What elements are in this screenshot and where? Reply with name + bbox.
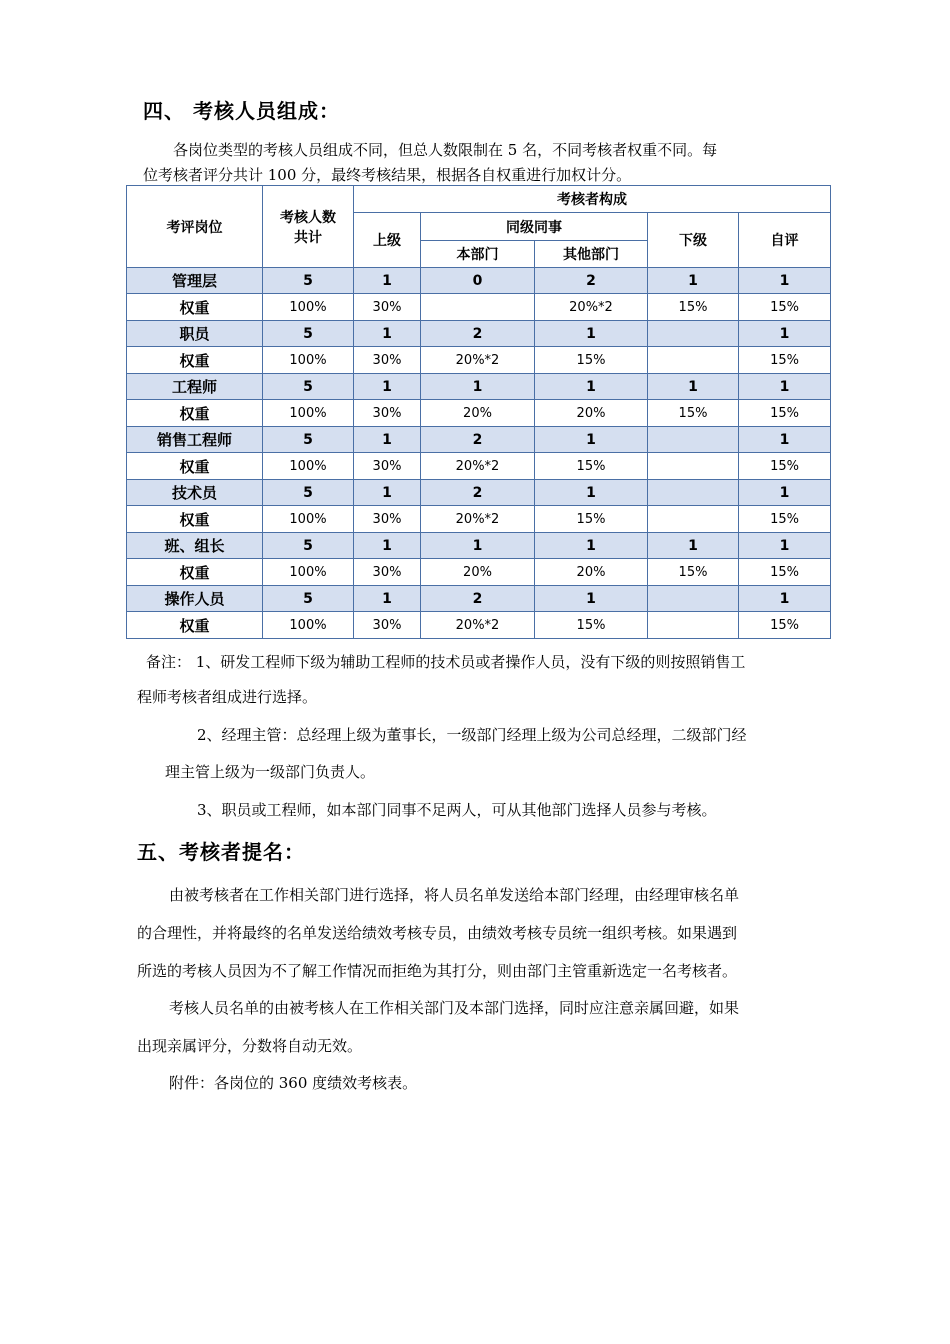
cell-subordinate	[648, 453, 739, 480]
cell-other-dept: 15%	[535, 612, 648, 639]
row-name: 权重	[127, 506, 263, 533]
cell-same-dept	[421, 294, 535, 321]
cell-same-dept: 20%	[421, 400, 535, 427]
cell-total: 100%	[263, 506, 354, 533]
cell-total: 100%	[263, 347, 354, 374]
cell-subordinate: 1	[648, 533, 739, 559]
cell-subordinate	[648, 321, 739, 347]
cell-total: 100%	[263, 559, 354, 586]
note3: 3、职员或工程师，如本部门同事不足两人，可从其他部门选择人员参与考核。	[197, 801, 717, 819]
cell-total: 100%	[263, 400, 354, 427]
row-name: 管理层	[127, 268, 263, 294]
note1-line1: 备注： 1、研发工程师下级为辅助工程师的技术员或者操作人员，没有下级的则按照销售工	[146, 653, 746, 671]
cell-same-dept: 20%*2	[421, 347, 535, 374]
cell-other-dept: 20%*2	[535, 294, 648, 321]
section5-p1-line2: 的合理性，并将最终的名单发送给绩效考核专员，由绩效考核专员统一组织考核。如果遇到	[137, 924, 738, 942]
cell-same-dept: 1	[421, 533, 535, 559]
header-total-line2: 共计	[294, 229, 322, 246]
table-row	[127, 612, 831, 639]
cell-self: 15%	[739, 294, 831, 321]
cell-same-dept: 20%*2	[421, 453, 535, 480]
cell-other-dept: 1	[535, 374, 648, 400]
cell-same-dept: 2	[421, 480, 535, 506]
header-subordinate: 下级	[648, 213, 739, 268]
cell-other-dept: 1	[535, 427, 648, 453]
row-name: 权重	[127, 294, 263, 321]
cell-subordinate: 15%	[648, 400, 739, 427]
cell-self: 1	[739, 321, 831, 347]
cell-other-dept: 1	[535, 480, 648, 506]
section5-title: 五、考核者提名：	[137, 840, 305, 864]
header-other-dept: 其他部门	[535, 241, 648, 268]
section5-p1-line1: 由被考核者在工作相关部门进行选择，将人员名单发送给本部门经理，由经理审核名单	[169, 886, 740, 904]
cell-other-dept: 15%	[535, 347, 648, 374]
cell-same-dept: 2	[421, 427, 535, 453]
cell-self: 1	[739, 533, 831, 559]
cell-total: 100%	[263, 453, 354, 480]
cell-superior: 30%	[354, 559, 421, 586]
header-self: 自评	[739, 213, 831, 268]
table-row	[127, 321, 831, 347]
cell-total: 5	[263, 374, 354, 400]
cell-superior: 30%	[354, 347, 421, 374]
cell-subordinate	[648, 612, 739, 639]
row-name: 班、组长	[127, 533, 263, 559]
cell-total: 5	[263, 268, 354, 294]
cell-subordinate	[648, 427, 739, 453]
cell-self: 1	[739, 268, 831, 294]
cell-self: 15%	[739, 506, 831, 533]
note2-line1: 2、经理主管：总经理上级为董事长，一级部门经理上级为公司总经理，二级部门经	[197, 726, 747, 744]
cell-other-dept: 15%	[535, 453, 648, 480]
cell-subordinate: 15%	[648, 294, 739, 321]
note1-line2: 程师考核者组成进行选择。	[137, 688, 318, 706]
row-name: 权重	[127, 347, 263, 374]
table-row	[127, 374, 831, 400]
table-row	[127, 347, 831, 374]
header-position: 考评岗位	[127, 186, 263, 268]
cell-subordinate	[648, 347, 739, 374]
cell-subordinate	[648, 586, 739, 612]
cell-superior: 1	[354, 586, 421, 612]
cell-self: 1	[739, 374, 831, 400]
cell-other-dept: 1	[535, 533, 648, 559]
cell-other-dept: 1	[535, 586, 648, 612]
cell-self: 15%	[739, 559, 831, 586]
note2-line2: 理主管上级为一级部门负责人。	[165, 763, 376, 781]
cell-total: 5	[263, 586, 354, 612]
cell-same-dept: 2	[421, 321, 535, 347]
table-row	[127, 294, 831, 321]
cell-superior: 1	[354, 480, 421, 506]
cell-other-dept: 15%	[535, 506, 648, 533]
cell-other-dept: 2	[535, 268, 648, 294]
cell-total: 5	[263, 533, 354, 559]
cell-total: 5	[263, 321, 354, 347]
cell-superior: 30%	[354, 506, 421, 533]
cell-self: 15%	[739, 453, 831, 480]
cell-same-dept: 20%	[421, 559, 535, 586]
cell-other-dept: 1	[535, 321, 648, 347]
cell-superior: 1	[354, 321, 421, 347]
cell-superior: 30%	[354, 612, 421, 639]
cell-total: 5	[263, 480, 354, 506]
row-name: 工程师	[127, 374, 263, 400]
cell-subordinate: 15%	[648, 559, 739, 586]
section5-p1-line3: 所选的考核人员因为不了解工作情况而拒绝为其打分，则由部门主管重新选定一名考核者。	[137, 962, 738, 980]
cell-other-dept: 20%	[535, 400, 648, 427]
cell-self: 1	[739, 427, 831, 453]
cell-total: 5	[263, 427, 354, 453]
row-name: 技术员	[127, 480, 263, 506]
table-row	[127, 480, 831, 506]
cell-total: 100%	[263, 612, 354, 639]
cell-self: 1	[739, 480, 831, 506]
section4-intro-line2: 位考核者评分共计 100 分，最终考核结果，根据各自权重进行加权计分。	[143, 166, 632, 184]
cell-same-dept: 1	[421, 374, 535, 400]
table-row	[127, 586, 831, 612]
table-row	[127, 533, 831, 559]
table-row	[127, 268, 831, 294]
cell-same-dept: 0	[421, 268, 535, 294]
cell-self: 15%	[739, 400, 831, 427]
cell-superior: 30%	[354, 294, 421, 321]
section4-intro-line1: 各岗位类型的考核人员组成不同，但总人数限制在 5 名，不同考核者权重不同。每	[173, 141, 718, 159]
cell-self: 15%	[739, 612, 831, 639]
cell-superior: 1	[354, 533, 421, 559]
header-peer: 同级同事	[421, 213, 648, 241]
cell-subordinate	[648, 506, 739, 533]
table-row	[127, 506, 831, 533]
cell-superior: 30%	[354, 453, 421, 480]
cell-self: 15%	[739, 347, 831, 374]
row-name: 操作人员	[127, 586, 263, 612]
section5-p2-line2: 出现亲属评分，分数将自动无效。	[137, 1037, 363, 1055]
table-row	[127, 400, 831, 427]
cell-subordinate	[648, 480, 739, 506]
cell-self: 1	[739, 586, 831, 612]
cell-subordinate: 1	[648, 268, 739, 294]
cell-same-dept: 20%*2	[421, 612, 535, 639]
assessor-composition-table	[126, 185, 831, 639]
row-name: 权重	[127, 612, 263, 639]
row-name: 销售工程师	[127, 427, 263, 453]
cell-other-dept: 20%	[535, 559, 648, 586]
section5-attachment: 附件：各岗位的 360 度绩效考核表。	[169, 1074, 418, 1092]
table-row	[127, 427, 831, 453]
cell-total: 100%	[263, 294, 354, 321]
header-same-dept: 本部门	[421, 241, 535, 268]
row-name: 权重	[127, 400, 263, 427]
section4-title: 四、 考核人员组成：	[143, 99, 340, 123]
row-name: 权重	[127, 559, 263, 586]
cell-superior: 1	[354, 427, 421, 453]
table-row	[127, 559, 831, 586]
header-total	[263, 186, 354, 268]
header-composition: 考核者构成	[354, 186, 831, 213]
header-total-line1: 考核人数	[280, 209, 336, 226]
table-row	[127, 453, 831, 480]
cell-superior: 1	[354, 268, 421, 294]
header-superior: 上级	[354, 213, 421, 268]
row-name: 职员	[127, 321, 263, 347]
section5-p2-line1: 考核人员名单的由被考核人在工作相关部门及本部门选择，同时应注意亲属回避，如果	[169, 999, 740, 1017]
row-name: 权重	[127, 453, 263, 480]
cell-superior: 1	[354, 374, 421, 400]
cell-same-dept: 20%*2	[421, 506, 535, 533]
cell-subordinate: 1	[648, 374, 739, 400]
cell-same-dept: 2	[421, 586, 535, 612]
cell-superior: 30%	[354, 400, 421, 427]
